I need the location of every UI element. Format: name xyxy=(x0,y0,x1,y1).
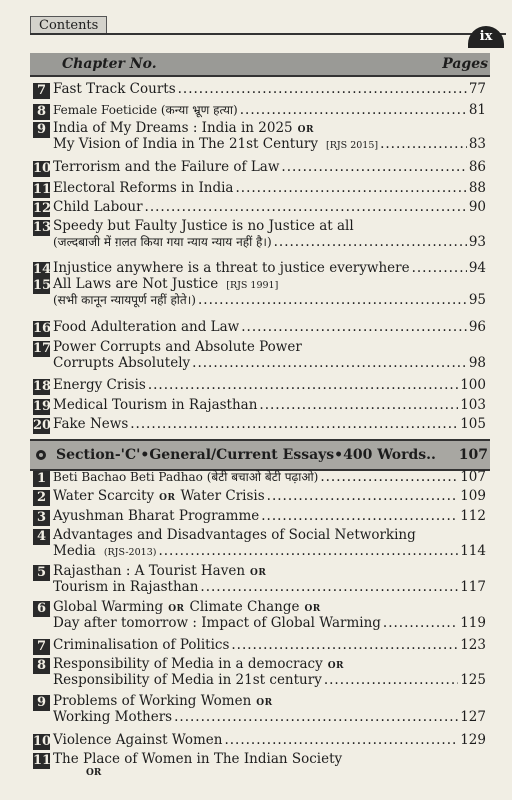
entry-title-block xyxy=(53,489,486,505)
entry-title-block xyxy=(53,121,486,153)
entry-line xyxy=(53,121,486,137)
entry-title: Advantages and Disadvantages of Social Networking xyxy=(53,527,416,543)
leader-dots xyxy=(261,509,458,524)
entry-title: Beti Bachao Beti Padhao (बेटी बचाओ बेटी पढ़ाओ) xyxy=(53,470,319,484)
entry-title: Responsibility of Media in a democracy xyxy=(53,656,323,672)
leader-dots xyxy=(274,235,467,250)
entry-title: Corrupts Absolutely xyxy=(53,355,191,371)
entry-title-block xyxy=(53,564,486,596)
entry-line xyxy=(53,489,486,505)
entry-title-alt: Climate Change xyxy=(189,599,300,615)
page-number: ix xyxy=(468,26,504,48)
entry-line xyxy=(53,528,486,544)
page-ref: 107 xyxy=(460,469,486,485)
leader-dots xyxy=(224,733,458,748)
entry-line xyxy=(53,293,486,309)
entry-line xyxy=(53,219,486,235)
leader-dots xyxy=(192,356,467,371)
leader-dots xyxy=(235,181,466,196)
leader-dots xyxy=(130,417,458,432)
entry-line xyxy=(53,544,486,560)
entry-title-block xyxy=(53,82,486,98)
chapter-number: 10 xyxy=(33,161,52,176)
page-ref: 81 xyxy=(468,102,486,118)
chapter-number: 6 xyxy=(33,601,50,617)
entry-title: Responsibility of Media in 21st century xyxy=(53,672,322,688)
page-ref: 77 xyxy=(468,81,486,97)
entry-line xyxy=(53,200,486,216)
page-ref: 94 xyxy=(468,260,486,276)
chapter-number: 11 xyxy=(33,753,52,768)
entry-title-block xyxy=(53,160,486,176)
entry-title-block xyxy=(53,181,486,197)
entry-line xyxy=(53,398,486,414)
entry-title-block xyxy=(53,752,486,768)
chapter-number: 9 xyxy=(33,122,50,138)
leader-dots xyxy=(198,293,467,308)
column-header xyxy=(30,53,490,77)
page-ref: 129 xyxy=(460,732,486,748)
entry-line xyxy=(53,340,486,356)
entry-title: Ayushman Bharat Programme xyxy=(53,508,260,524)
chapter-number: 7 xyxy=(33,83,50,99)
page-ref: 117 xyxy=(460,579,486,595)
page-ref: 95 xyxy=(468,292,486,308)
entry-title-block xyxy=(53,103,486,119)
leader-dots xyxy=(200,580,458,595)
entry-title-block xyxy=(53,638,486,654)
exam-reference: [RJS 2015] xyxy=(326,140,379,151)
entry-line xyxy=(53,673,486,689)
leader-dots xyxy=(380,137,467,152)
entry-title-block xyxy=(53,277,486,309)
entry-line xyxy=(53,82,486,98)
entry-title-block xyxy=(53,261,486,277)
page-ref: 114 xyxy=(460,543,486,559)
entry-title: My Vision of India in The 21st Century xyxy=(53,136,318,152)
chapter-number: 9 xyxy=(33,695,50,711)
or-separator: OR xyxy=(304,604,321,614)
page-ref: 105 xyxy=(460,416,486,432)
entry-title: Violence Against Women xyxy=(53,732,223,748)
leader-dots xyxy=(281,160,466,175)
entry-title-block xyxy=(53,378,486,394)
entry-title-block xyxy=(53,657,486,689)
or-separator: OR xyxy=(168,604,185,614)
entry-line xyxy=(53,733,486,749)
chapter-number: 14 xyxy=(33,262,52,277)
entry-line xyxy=(53,616,486,632)
chapter-number: 10 xyxy=(33,734,52,749)
entry-title: Fast Track Courts xyxy=(53,81,176,97)
entry-title: Food Adulteration and Law xyxy=(53,319,240,335)
entry-title: The Place of Women in The Indian Society xyxy=(53,751,343,767)
page-ref: 98 xyxy=(468,355,486,371)
page-ref: 127 xyxy=(460,709,486,725)
leader-dots xyxy=(259,398,458,413)
entry-line xyxy=(53,137,486,153)
entry-line xyxy=(53,160,486,176)
leader-dots xyxy=(231,638,458,653)
entry-title: Injustice anywhere is a threat to justice everywhere xyxy=(53,260,410,276)
entry-title: Child Labour xyxy=(53,199,143,215)
chapter-number: 3 xyxy=(33,510,50,526)
entry-title: Fake News xyxy=(53,416,129,432)
trailing-or: OR xyxy=(86,768,102,778)
entry-title: Female Foeticide (कन्या भ्रूण हत्या) xyxy=(53,103,238,117)
chapter-number: 2 xyxy=(33,490,50,506)
entry-title: Terrorism and the Failure of Law xyxy=(53,159,280,175)
chapter-number: 18 xyxy=(33,379,52,394)
entry-title: Energy Crisis xyxy=(53,377,146,393)
entry-title-block xyxy=(53,340,486,372)
entry-title-block xyxy=(53,398,486,414)
entry-title-block xyxy=(53,417,486,433)
page-ref: 103 xyxy=(460,397,486,413)
or-separator: OR xyxy=(327,661,345,671)
entry-line xyxy=(53,638,486,654)
exam-reference: (RJS-2013) xyxy=(103,547,157,558)
page-ref: 125 xyxy=(460,672,486,688)
entry-title-block xyxy=(53,733,486,749)
chapter-number: 17 xyxy=(33,341,52,356)
entry-line xyxy=(53,470,486,486)
section-label: Section-'C'•General/Current Essays•400 Words.. xyxy=(56,447,436,463)
entry-title: Medical Tourism in Rajasthan xyxy=(53,397,258,413)
entry-line xyxy=(53,752,486,768)
chapter-number: 15 xyxy=(33,278,52,293)
pages-heading: Pages xyxy=(442,56,488,72)
entry-line xyxy=(53,277,486,293)
chapter-number: 5 xyxy=(33,565,50,581)
leader-dots xyxy=(148,378,458,393)
entry-line xyxy=(53,710,486,726)
entry-line xyxy=(53,694,486,710)
leader-dots xyxy=(383,616,458,631)
entry-line xyxy=(53,564,486,580)
entry-title: Working Mothers xyxy=(53,709,173,725)
entry-title-block xyxy=(53,600,486,632)
leader-dots xyxy=(178,82,467,97)
or-separator: OR xyxy=(297,125,314,135)
page-ref: 93 xyxy=(468,234,486,250)
entry-title: Media xyxy=(53,543,96,559)
page-ref: 123 xyxy=(460,637,486,653)
entry-title-block xyxy=(53,320,486,336)
or-separator: OR xyxy=(256,698,273,708)
entry-line xyxy=(53,600,486,616)
page-ref: 88 xyxy=(468,180,486,196)
chapter-number: 19 xyxy=(33,399,52,414)
entry-title: Day after tomorrow : Impact of Global Warming xyxy=(53,615,381,631)
page-ref: 83 xyxy=(468,136,486,152)
entry-title: Power Corrupts and Absolute Power xyxy=(53,339,302,355)
leader-dots xyxy=(145,200,467,215)
entry-line xyxy=(53,320,486,336)
leader-dots xyxy=(158,544,458,559)
entry-title: Rajasthan : A Tourist Haven xyxy=(53,563,246,579)
chapter-number: 1 xyxy=(33,471,50,487)
entry-line xyxy=(53,103,486,119)
chapter-number: 16 xyxy=(33,321,52,336)
page-ref: 90 xyxy=(468,199,486,215)
leader-dots xyxy=(320,470,458,485)
entry-title-block xyxy=(53,219,486,251)
chapter-number: 4 xyxy=(33,529,50,545)
entry-title-alt: Water Crisis xyxy=(180,488,265,504)
leader-dots xyxy=(174,710,458,725)
entry-line xyxy=(53,417,486,433)
leader-dots xyxy=(241,320,467,335)
leader-dots xyxy=(324,673,458,688)
chapter-number: 12 xyxy=(33,201,52,216)
entry-title-block xyxy=(53,470,486,486)
leader-dots xyxy=(267,489,459,504)
leader-dots xyxy=(240,103,467,118)
entry-title: (जल्दबाजी में ग़लत किया गया न्याय न्याय नहीं है।) xyxy=(53,235,272,249)
contents-tab: Contents xyxy=(30,16,107,35)
page-ref: 109 xyxy=(460,488,486,504)
or-separator: OR xyxy=(159,493,176,503)
entry-line xyxy=(53,378,486,394)
exam-reference: [RJS 1991] xyxy=(226,280,279,291)
entry-line xyxy=(53,356,486,372)
entry-title: Speedy but Faulty Justice is no Justice at all xyxy=(53,218,354,234)
entry-title: Electoral Reforms in India xyxy=(53,180,234,196)
chapter-number: 7 xyxy=(33,639,50,655)
entry-title-block xyxy=(53,528,486,560)
page-ref: 100 xyxy=(460,377,486,393)
entry-title: Water Scarcity xyxy=(53,488,155,504)
entry-title: All Laws are Not Justice xyxy=(53,276,219,292)
chapter-number: 8 xyxy=(33,104,50,120)
chapter-number: 8 xyxy=(33,658,50,674)
page-ref: 112 xyxy=(460,508,486,524)
entry-line xyxy=(53,509,486,525)
page-ref: 119 xyxy=(460,615,486,631)
entry-title: India of My Dreams : India in 2025 xyxy=(53,120,293,136)
section-page: 107 xyxy=(458,447,488,463)
entry-line xyxy=(53,657,486,673)
entry-title: Problems of Working Women xyxy=(53,693,252,709)
or-separator: OR xyxy=(250,568,267,578)
entry-title-block xyxy=(53,200,486,216)
page-ref: 96 xyxy=(468,319,486,335)
entry-line xyxy=(53,261,486,277)
chapter-number: 20 xyxy=(33,418,52,433)
entry-title-block xyxy=(53,694,486,726)
top-rule xyxy=(30,33,506,35)
entry-title: Tourism in Rajasthan xyxy=(53,579,199,595)
bullet-icon xyxy=(36,450,46,460)
section-c-header xyxy=(30,439,490,471)
entry-title: Global Warming xyxy=(53,599,164,615)
entry-title: (सभी कानून न्यायपूर्ण नहीं होते।) xyxy=(53,293,196,307)
entry-line xyxy=(53,235,486,251)
chapter-no-heading: Chapter No. xyxy=(62,56,157,72)
entry-title-block xyxy=(53,509,486,525)
page-ref: 86 xyxy=(468,159,486,175)
entry-title: Criminalisation of Politics xyxy=(53,637,230,653)
leader-dots xyxy=(412,261,467,276)
chapter-number: 13 xyxy=(33,220,52,235)
entry-line xyxy=(53,580,486,596)
entry-line xyxy=(53,181,486,197)
chapter-number: 11 xyxy=(33,182,52,197)
